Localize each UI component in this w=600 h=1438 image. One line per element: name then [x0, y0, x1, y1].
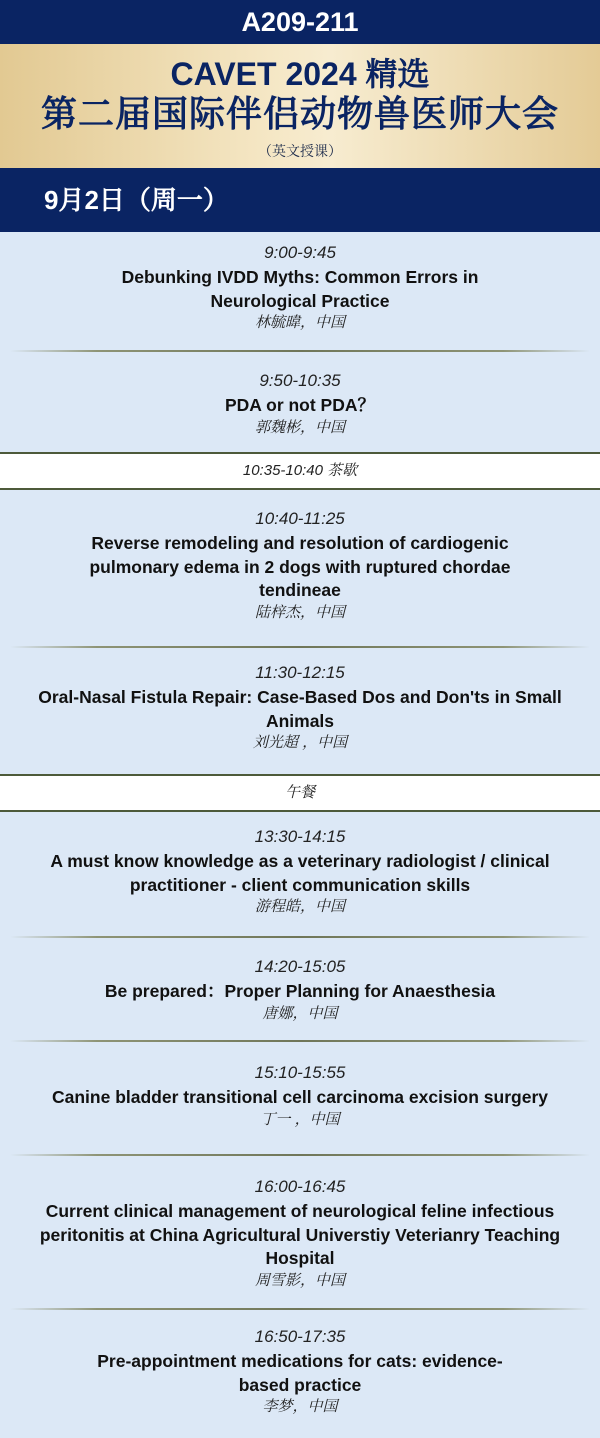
break-row: 午餐	[0, 774, 600, 812]
session-title: Debunking IVDD Myths: Common Errors in Neurological Practice	[121, 267, 479, 311]
conference-banner	[0, 44, 600, 168]
session-title: Reverse remodeling and resolution of cardiogenic pulmonary edema in 2 dogs with ruptured chordae tendineae	[89, 533, 511, 600]
session-item	[0, 812, 600, 936]
session-speaker: 周雪影，中国	[254, 1271, 345, 1289]
session-time: 13:30-14:15	[254, 827, 346, 846]
session-time: 16:00-16:45	[254, 1177, 346, 1196]
session-item	[0, 648, 600, 774]
session-time: 15:10-15:55	[254, 1063, 346, 1082]
session-time: 9:50-10:35	[259, 371, 341, 390]
session-item	[0, 232, 600, 350]
session-speaker: 丁一 ，中国	[260, 1110, 340, 1128]
session-title: A must know knowledge as a veterinary radiologist / clinical practitioner - client communication skills	[50, 851, 550, 895]
session-speaker: 林毓暐，中国	[254, 314, 345, 331]
session-item	[0, 1156, 600, 1308]
conference-title-line2: 第二届国际伴侣动物兽医师大会	[40, 93, 559, 134]
session-speaker: 刘光超 ，中国	[252, 734, 348, 751]
session-time: 14:20-15:05	[254, 957, 346, 976]
session-speaker: 郭魏彬，中国	[254, 418, 345, 436]
session-title: Current clinical management of neurological feline infectious peritonitis at China Agricultural Universtiy Veterianry Teaching Hospital	[39, 1201, 561, 1268]
session-title: Canine bladder transitional cell carcinoma excision surgery	[51, 1087, 548, 1107]
day-label: 9月2日（周一）	[44, 185, 229, 215]
day-header	[0, 168, 600, 232]
session-item	[0, 490, 600, 646]
session-item	[0, 352, 600, 452]
session-item	[0, 1310, 600, 1438]
session-title: Oral-Nasal Fistula Repair: Case-Based Dos and Don'ts in Small Animals	[38, 687, 562, 731]
conference-subtitle: （英文授课）	[258, 143, 342, 159]
session-title: PDA or not PDA？	[224, 395, 376, 415]
room-number: A209-211	[0, 0, 600, 44]
conference-title-line1: CAVET 2024 精选	[170, 56, 430, 92]
session-time: 16:50-17:35	[254, 1327, 346, 1346]
session-time: 9:00-9:45	[264, 243, 336, 262]
session-item	[0, 938, 600, 1040]
session-speaker: 陆梓杰，中国	[254, 603, 345, 621]
break-row: 10:35-10:40 茶歇	[0, 452, 600, 490]
session-speaker: 李梦，中国	[262, 1398, 338, 1415]
session-item	[0, 1042, 600, 1154]
session-title: Pre-appointment medications for cats: evidence-based practice	[97, 1351, 503, 1395]
session-speaker: 唐娜，中国	[262, 1004, 338, 1022]
session-speaker: 游程皓，中国	[254, 898, 345, 915]
session-title: Be prepared：Proper Planning for Anaesthesia	[104, 981, 496, 1001]
session-time: 10:40-11:25	[255, 509, 345, 528]
session-time: 11:30-12:15	[255, 663, 345, 682]
